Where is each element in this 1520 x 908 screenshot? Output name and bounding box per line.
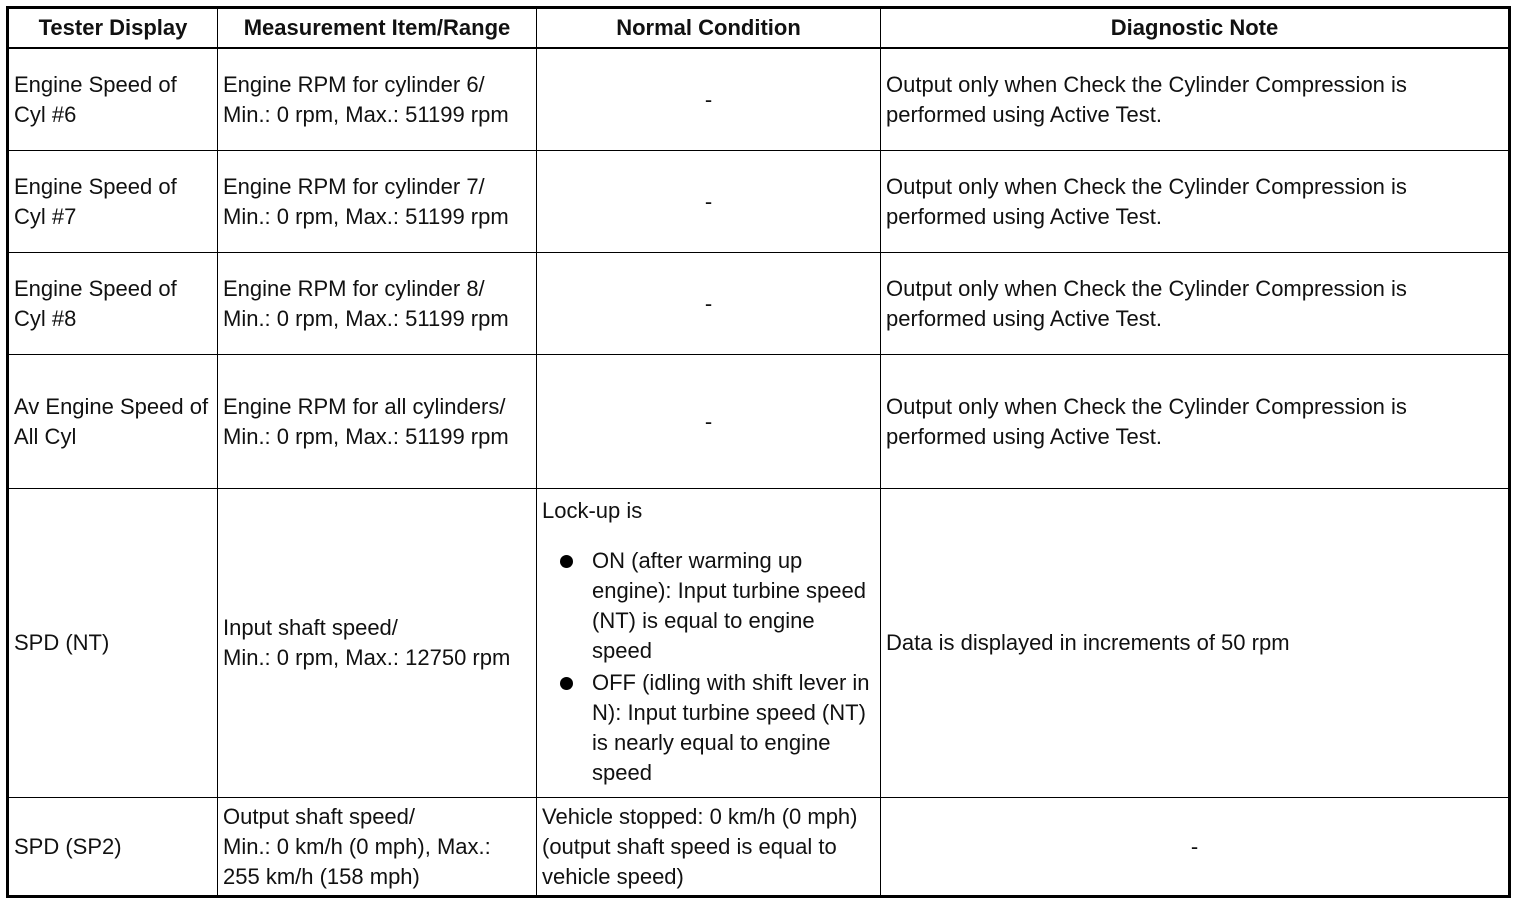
- measurement-text: Engine RPM for cylinder 8/ Min.: 0 rpm, Max.: 51199 rpm: [223, 275, 509, 331]
- measurement-text: Engine RPM for cylinder 7/ Min.: 0 rpm, Max.: 51199 rpm: [223, 173, 509, 229]
- measurement-text: Engine RPM for cylinder 6/ Min.: 0 rpm, Max.: 51199 rpm: [223, 71, 509, 127]
- bullet-text: ON (after warming up engine): Input turbine speed (NT) is equal to engine speed: [592, 548, 866, 663]
- data-list-table: [6, 6, 1511, 898]
- bullet-text: OFF (idling with shift lever in N): Input turbine speed (NT) is nearly equal to engine speed: [592, 670, 870, 785]
- measurement-cell: [218, 355, 537, 489]
- normal-condition-cell: -: [537, 48, 881, 151]
- tester-display-cell: Engine Speed of Cyl #6: [8, 48, 218, 151]
- tester-display-cell: SPD (SP2): [8, 798, 218, 897]
- normal-condition-cell: -: [537, 355, 881, 489]
- table-row: [8, 48, 1510, 151]
- tester-display-cell: Engine Speed of Cyl #7: [8, 151, 218, 253]
- tester-display-cell: Av Engine Speed of All Cyl: [8, 355, 218, 489]
- normal-condition-cell: -: [537, 253, 881, 355]
- diagnostic-note-cell: Data is displayed in increments of 50 rpm: [881, 489, 1510, 798]
- header-normal-condition: Normal Condition: [537, 8, 881, 49]
- table-header-row: [8, 8, 1510, 49]
- diagnostic-note-cell: Output only when Check the Cylinder Compression is performed using Active Test.: [881, 253, 1510, 355]
- normal-condition-intro: Lock-up is: [542, 498, 643, 523]
- diagnostic-note-cell: Output only when Check the Cylinder Compression is performed using Active Test.: [881, 48, 1510, 151]
- normal-condition-cell: [537, 489, 881, 798]
- table-row: [8, 798, 1510, 897]
- normal-condition-cell: -: [537, 151, 881, 253]
- tester-display-cell: SPD (NT): [8, 489, 218, 798]
- measurement-text: Input shaft speed/ Min.: 0 rpm, Max.: 12750 rpm: [223, 615, 511, 670]
- measurement-text: Engine RPM for all cylinders/ Min.: 0 rpm, Max.: 51199 rpm: [223, 393, 509, 449]
- normal-condition-cell: Vehicle stopped: 0 km/h (0 mph) (output shaft speed is equal to vehicle speed): [537, 798, 881, 897]
- bullet-item: [542, 668, 875, 788]
- bullet-item: [542, 546, 875, 666]
- header-measurement-item-range: Measurement Item/Range: [218, 8, 537, 49]
- diagnostic-note-cell: Output only when Check the Cylinder Compression is performed using Active Test.: [881, 151, 1510, 253]
- measurement-text: Output shaft speed/ Min.: 0 km/h (0 mph), Max.: 255 km/h (158 mph): [223, 803, 491, 889]
- measurement-cell: [218, 48, 537, 151]
- normal-condition-bullet-list: [542, 546, 875, 788]
- measurement-cell: [218, 489, 537, 798]
- diagnostic-note-cell: Output only when Check the Cylinder Compression is performed using Active Test.: [881, 355, 1510, 489]
- measurement-cell: [218, 798, 537, 897]
- bullet-icon: [560, 555, 573, 568]
- tester-display-cell: Engine Speed of Cyl #8: [8, 253, 218, 355]
- bullet-icon: [560, 677, 573, 690]
- header-tester-display: Tester Display: [8, 8, 218, 49]
- table-row: [8, 253, 1510, 355]
- measurement-cell: [218, 253, 537, 355]
- table-row: [8, 151, 1510, 253]
- measurement-cell: [218, 151, 537, 253]
- diagnostic-note-cell: -: [881, 798, 1510, 897]
- table-row: [8, 489, 1510, 798]
- table-row: [8, 355, 1510, 489]
- header-diagnostic-note: Diagnostic Note: [881, 8, 1510, 49]
